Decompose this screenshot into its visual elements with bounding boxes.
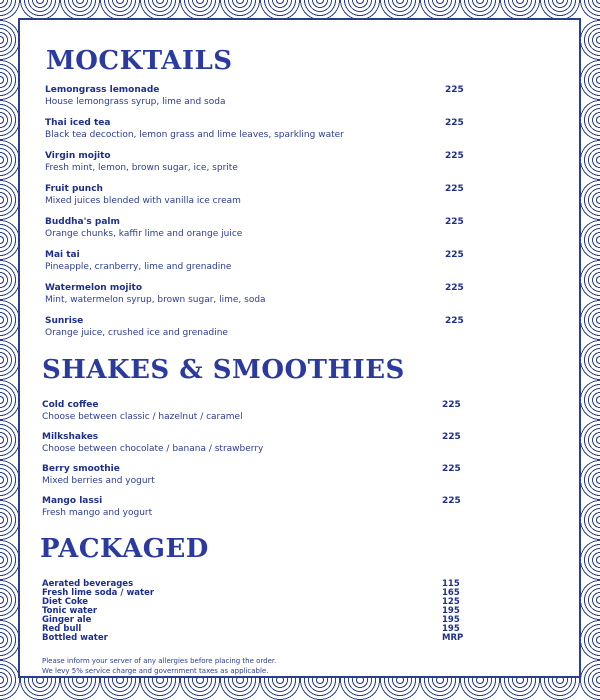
item-price: 195 xyxy=(442,606,460,616)
item-name: Virgin mojito xyxy=(45,151,111,161)
menu-item xyxy=(45,183,475,207)
item-price: 225 xyxy=(442,464,461,474)
item-price: 225 xyxy=(442,496,461,506)
item-description: Mint, watermelon syrup, brown sugar, lime, soda xyxy=(45,295,266,305)
menu-item xyxy=(45,249,475,273)
item-description: Orange chunks, kaffir lime and orange juice xyxy=(45,229,243,239)
menu-item xyxy=(45,282,475,306)
packaged-item xyxy=(42,634,472,643)
item-name: Watermelon mojito xyxy=(45,283,143,293)
mocktails-title: MOCKTAILS xyxy=(46,46,233,76)
menu-item xyxy=(42,431,472,455)
item-price: 195 xyxy=(442,615,460,625)
item-price: 225 xyxy=(445,151,464,161)
item-name: Thai iced tea xyxy=(45,118,111,128)
item-description: Orange juice, crushed ice and grenadine xyxy=(45,328,228,338)
item-price: 225 xyxy=(445,283,464,293)
item-name: Buddha's palm xyxy=(45,217,120,227)
item-name: Cold coffee xyxy=(42,400,99,410)
item-price: 115 xyxy=(442,579,460,589)
menu-item xyxy=(45,117,475,141)
item-description: Black tea decoction, lemon grass and lime leaves, sparkling water xyxy=(45,130,344,140)
item-name: Tonic water xyxy=(42,606,98,616)
item-description: Mixed juices blended with vanilla ice cream xyxy=(45,196,241,206)
item-name: Mai tai xyxy=(45,250,80,260)
item-price: 225 xyxy=(445,316,464,326)
item-price: 225 xyxy=(445,250,464,260)
item-name: Ginger ale xyxy=(42,615,92,625)
menu-item xyxy=(42,399,472,423)
menu-item xyxy=(45,315,475,339)
menu-panel xyxy=(18,18,581,678)
menu-item xyxy=(42,495,472,519)
item-description: Fresh mint, lemon, brown sugar, ice, sprite xyxy=(45,163,238,173)
item-description: Choose between classic / hazelnut / caramel xyxy=(42,412,243,422)
item-name: Diet Coke xyxy=(42,597,89,607)
item-name: Milkshakes xyxy=(42,432,99,442)
item-name: Fruit punch xyxy=(45,184,103,194)
item-price: 225 xyxy=(442,432,461,442)
item-name: Mango lassi xyxy=(42,496,103,506)
menu-item xyxy=(45,150,475,174)
menu-item xyxy=(42,463,472,487)
packaged-item xyxy=(42,589,472,598)
shakes-title: SHAKES & SMOOTHIES xyxy=(42,355,405,385)
item-description: House lemongrass syrup, lime and soda xyxy=(45,97,226,107)
packaged-item xyxy=(42,607,472,616)
item-price: 225 xyxy=(442,400,461,410)
item-description: Mixed berries and yogurt xyxy=(42,476,155,486)
item-price: 125 xyxy=(442,597,460,607)
allergy-note: Please inform your server of any allergies before placing the order. xyxy=(42,657,277,665)
item-price: 195 xyxy=(442,624,460,634)
item-description: Choose between chocolate / banana / strawberry xyxy=(42,444,264,454)
service-charge-note: We levy 5% service charge and government taxes as applicable. xyxy=(42,667,269,675)
item-price: 225 xyxy=(445,85,464,95)
menu-item xyxy=(45,216,475,240)
item-description: Fresh mango and yogurt xyxy=(42,508,153,518)
item-price: 225 xyxy=(445,118,464,128)
packaged-title: PACKAGED xyxy=(40,534,209,564)
item-name: Red bull xyxy=(42,624,82,634)
item-name: Lemongrass lemonade xyxy=(45,85,160,95)
item-price: 225 xyxy=(445,184,464,194)
item-description: Pineapple, cranberry, lime and grenadine xyxy=(45,262,232,272)
item-name: Aerated beverages xyxy=(42,579,134,589)
item-price: MRP xyxy=(442,633,464,643)
item-price: 165 xyxy=(442,588,460,598)
item-name: Bottled water xyxy=(42,633,108,643)
packaged-item xyxy=(42,616,472,625)
packaged-item xyxy=(42,598,472,607)
menu-item xyxy=(45,84,475,108)
item-name: Fresh lime soda / water xyxy=(42,588,155,598)
item-name: Sunrise xyxy=(45,316,84,326)
item-name: Berry smoothie xyxy=(42,464,120,474)
item-price: 225 xyxy=(445,217,464,227)
